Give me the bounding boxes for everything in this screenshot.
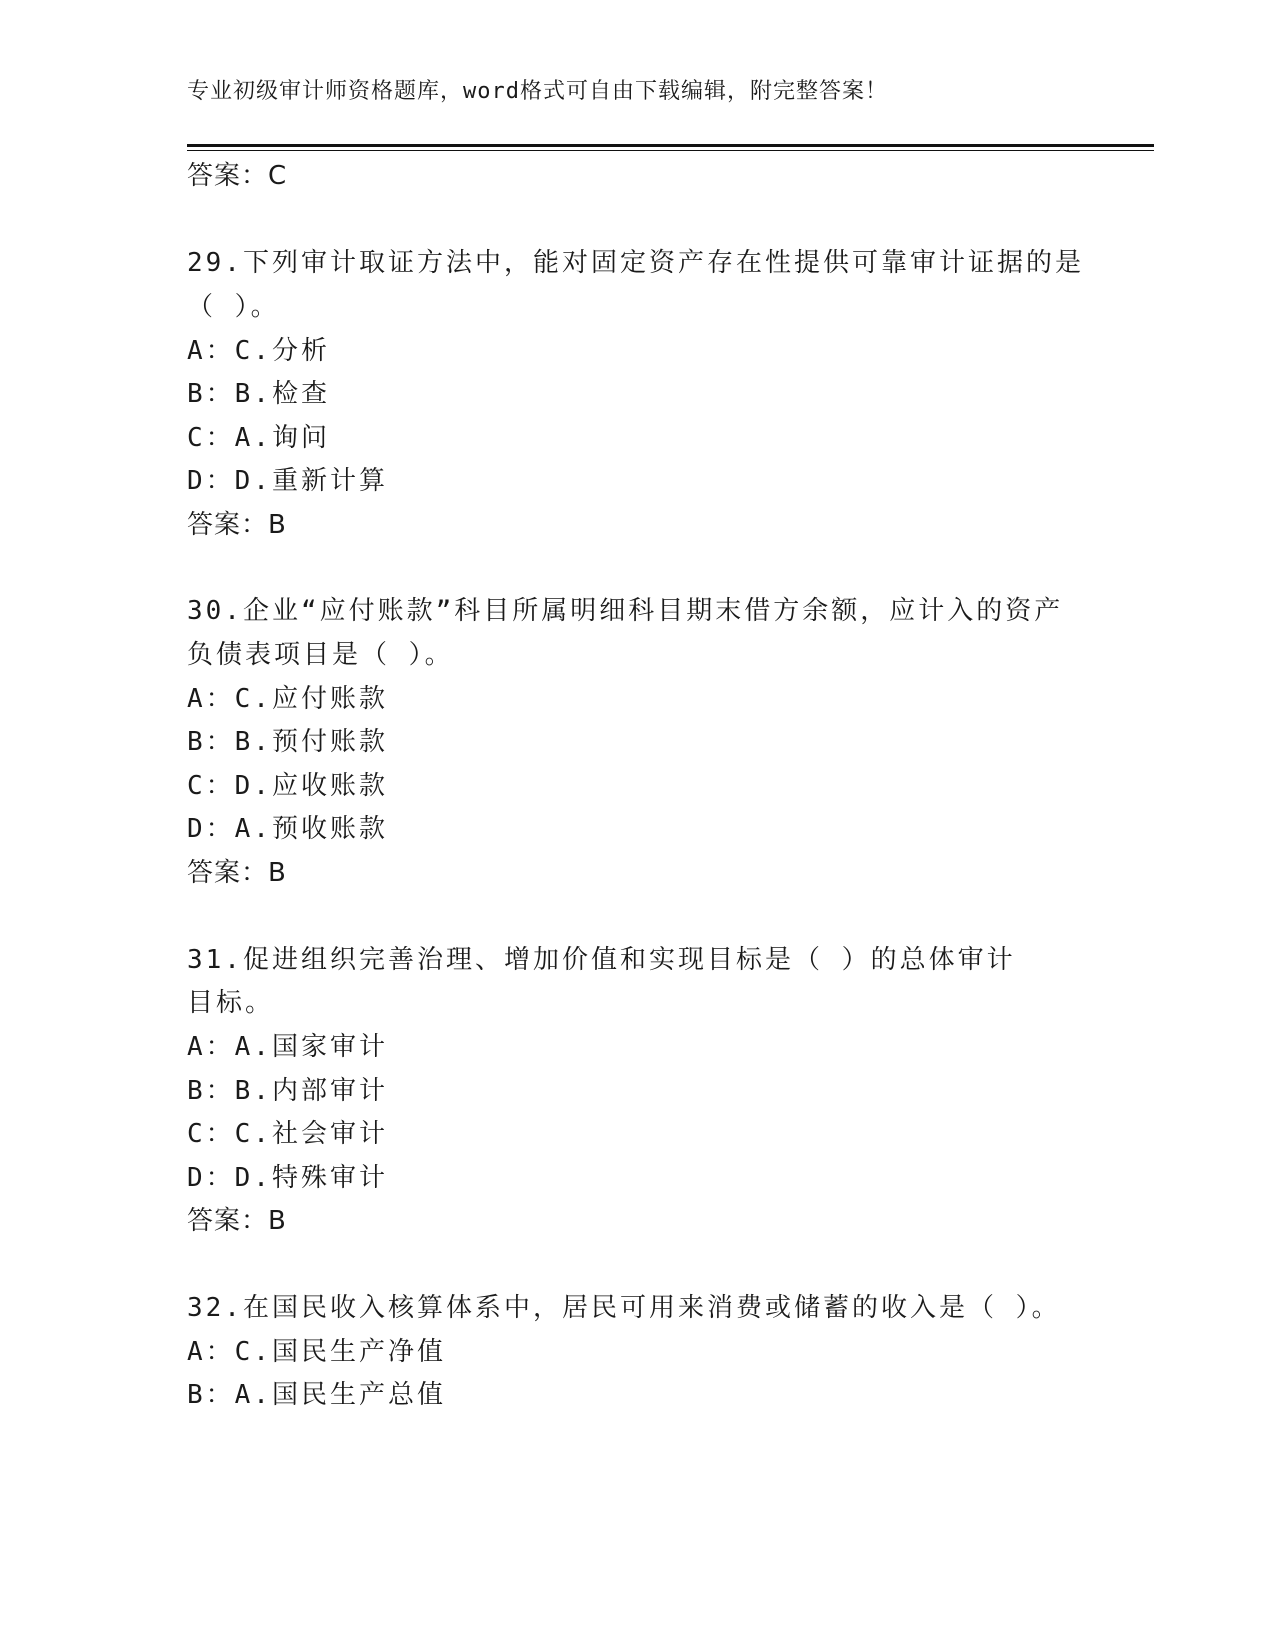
question-stem-line: 31.促进组织完善治理、增加价值和实现目标是（ ）的总体审计 [187,945,1016,975]
option-line: D：D.重新计算 [187,466,388,496]
question-stem-line: 负债表项目是（ ）。 [187,640,454,670]
question-stem-line: 29.下列审计取证方法中，能对固定资产存在性提供可靠审计证据的是 [187,248,1084,278]
answer-line: 答案：B [187,510,287,540]
option-line: A：A.国家审计 [187,1032,388,1062]
option-line: B：A.国民生产总值 [187,1380,446,1410]
option-line: C：A.询问 [187,423,330,453]
option-line: D：D.特殊审计 [187,1163,388,1193]
question-stem-line: （ ）。 [187,292,280,322]
answer-line: 答案：C [187,161,288,191]
answer-line: 答案：B [187,1206,287,1236]
answer-line: 答案：B [187,858,287,888]
option-line: B：B.内部审计 [187,1076,388,1106]
option-line: C：D.应收账款 [187,771,388,801]
option-line: D：A.预收账款 [187,814,388,844]
header-rule-thin [187,150,1154,151]
header-text: 专业初级审计师资格题库，word格式可自由下载编辑，附完整答案！ [187,79,888,104]
option-line: B：B.检查 [187,379,330,409]
question-stem-line: 目标。 [187,988,275,1018]
question-stem-line: 30.企业“应付账款”科目所属明细科目期末借方余额，应计入的资产 [187,596,1064,626]
option-line: A：C.国民生产净值 [187,1337,446,1367]
option-line: C：C.社会审计 [187,1119,388,1149]
option-line: B：B.预付账款 [187,727,388,757]
question-stem-line: 32.在国民收入核算体系中，居民可用来消费或储蓄的收入是（ ）。 [187,1293,1061,1323]
header-rule-thick [187,144,1154,147]
option-line: A：C.分析 [187,336,330,366]
option-line: A：C.应付账款 [187,684,388,714]
